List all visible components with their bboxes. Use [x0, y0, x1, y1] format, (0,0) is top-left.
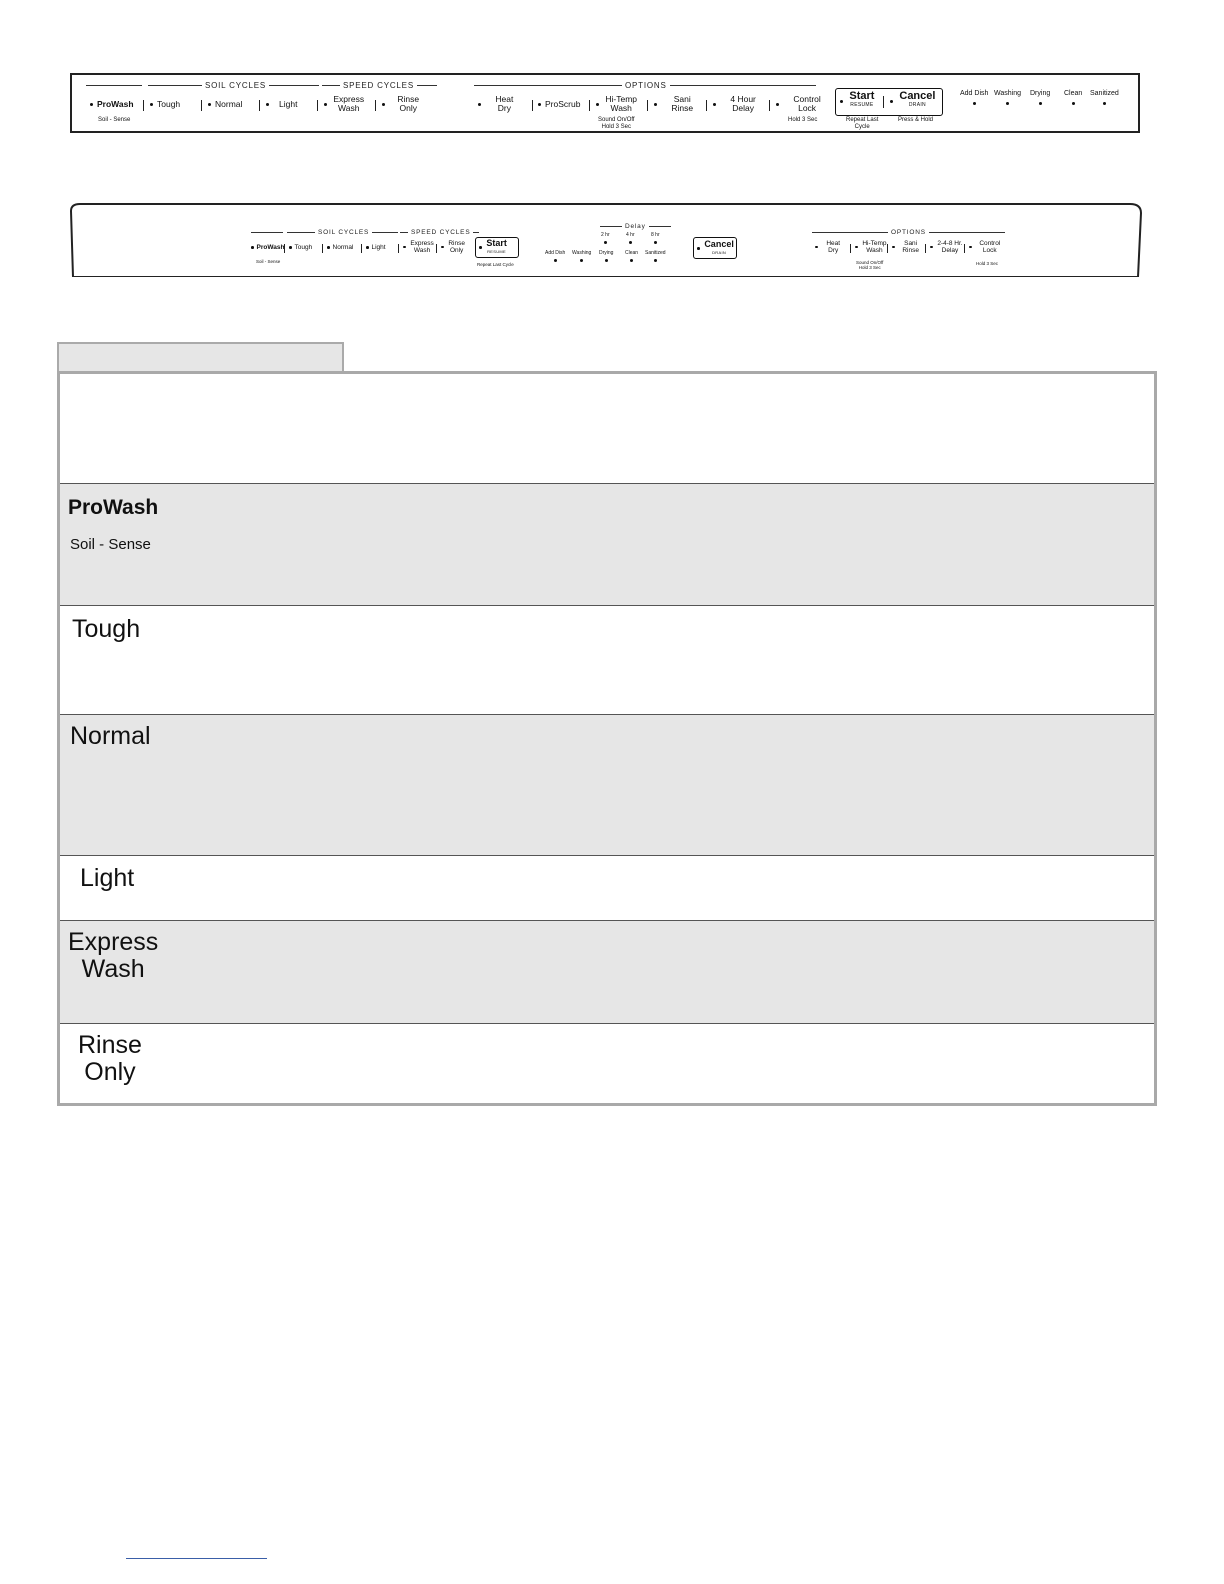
indicator-dot: [266, 103, 269, 106]
lock-note: Hold 3 Sec: [788, 117, 818, 123]
cancel-note: Press & Hold: [898, 117, 934, 123]
option-hi-temp-wash[interactable]: Hi-Temp Wash: [596, 95, 637, 113]
start-note: Repeat Last Cycle: [846, 117, 879, 130]
option-control-lock[interactable]: Control Lock: [776, 95, 821, 113]
soil-cycles-header: SOIL CYCLES: [251, 229, 398, 236]
cancel-button[interactable]: Cancel DRAIN: [697, 241, 734, 256]
indicator-dot: [596, 103, 599, 106]
indicator-dot: [713, 103, 716, 106]
option-sani-rinse[interactable]: Sani Rinse: [892, 240, 919, 254]
table-row: [60, 483, 1154, 605]
indicator-dot: [697, 247, 700, 250]
indicator-dot: [208, 103, 211, 106]
delay-2hr[interactable]: 2 hr: [601, 232, 610, 244]
indicator-sanitized: Sanitized: [645, 250, 666, 262]
indicator-dot: [892, 246, 895, 249]
indicator-add-dish: Add Dish: [960, 90, 988, 105]
indicator-dot: [403, 246, 406, 249]
indicator-dot: [382, 103, 385, 106]
row-label-tough: Tough: [72, 615, 141, 643]
indicator-dot: [654, 103, 657, 106]
indicator-drying: Drying: [1030, 90, 1050, 105]
row-label-light: Light: [80, 864, 135, 892]
soil-sense-label: Soil - Sense: [256, 259, 281, 264]
table-row: [60, 605, 1154, 714]
soil-cycles-header: SOIL CYCLES: [86, 81, 319, 90]
cycle-button-prowash[interactable]: ProWash: [251, 244, 284, 251]
row-label-rinse-only: Rinse Only: [78, 1031, 142, 1086]
indicator-dot: [150, 103, 153, 106]
indicator-drying: Drying: [599, 250, 613, 262]
lock-note: Hold 3 Sec: [976, 261, 999, 266]
indicator-dot: [776, 103, 779, 106]
indicator-dot: [890, 100, 893, 103]
sound-note: Sound On/Off Hold 3 Sec: [856, 260, 884, 270]
option-sani-rinse[interactable]: Sani Rinse: [654, 95, 693, 113]
start-button[interactable]: Start RESUME: [479, 240, 507, 255]
indicator-dot: [479, 246, 482, 249]
option-proscrub[interactable]: ProScrub: [538, 100, 580, 109]
option-heat-dry[interactable]: Heat Dry: [478, 95, 513, 113]
indicator-dot: [324, 103, 327, 106]
option-control-lock[interactable]: Control Lock: [969, 240, 1000, 254]
indicator-dot: [538, 103, 541, 106]
control-panel-2: [70, 203, 1142, 277]
indicator-add-dish: Add Dish: [545, 250, 565, 262]
delay-header: Delay: [600, 223, 671, 230]
indicator-washing: Washing: [572, 250, 591, 262]
indicator-dot: [441, 246, 444, 249]
row-label-normal: Normal: [70, 722, 151, 750]
control-panel-1: [70, 73, 1140, 133]
table-row: [60, 374, 1154, 483]
indicator-dot: [251, 246, 254, 249]
cycle-button-tough[interactable]: Tough: [150, 100, 180, 109]
speed-cycles-header: SPEED CYCLES: [322, 81, 437, 90]
indicator-clean: Clean: [1064, 90, 1082, 105]
row-sub-soil-sense: Soil - Sense: [70, 536, 151, 553]
delay-8hr[interactable]: 8 hr: [651, 232, 660, 244]
speed-cycles-header: SPEED CYCLES: [400, 229, 479, 236]
option-hi-temp-wash[interactable]: Hi-Temp Wash: [855, 240, 887, 254]
table-row: [60, 920, 1154, 1023]
indicator-dot: [930, 246, 933, 249]
cycle-button-express-wash[interactable]: Express Wash: [403, 240, 434, 254]
start-button[interactable]: Start RESUME: [840, 92, 874, 110]
table-row: [60, 1023, 1154, 1103]
indicator-washing: Washing: [994, 90, 1021, 105]
table-row: [60, 714, 1154, 855]
indicator-dot: [840, 100, 843, 103]
cycle-button-prowash[interactable]: ProWash: [90, 100, 134, 109]
cycle-table: [57, 371, 1157, 1106]
cycle-button-express-wash[interactable]: Express Wash: [324, 95, 364, 113]
option-4-hour-delay[interactable]: 4 Hour Delay: [713, 95, 756, 113]
cancel-button[interactable]: Cancel DRAIN: [890, 92, 935, 110]
cycle-button-light[interactable]: Light: [366, 244, 386, 251]
soil-sense-label: Soil - Sense: [98, 117, 131, 123]
start-note: Repeat Last Cycle: [477, 262, 514, 267]
footer-link-underline: [126, 1558, 267, 1559]
option-delay[interactable]: 2-4-8 Hr. Delay: [930, 240, 963, 254]
cycle-button-normal[interactable]: Normal: [208, 100, 242, 109]
cycle-button-normal[interactable]: Normal: [327, 244, 353, 251]
indicator-dot: [90, 103, 93, 106]
indicator-dot: [478, 103, 481, 106]
delay-4hr[interactable]: 4 hr: [626, 232, 635, 244]
indicator-dot: [969, 246, 972, 249]
indicator-dot: [855, 246, 858, 249]
cycle-button-light[interactable]: Light: [266, 100, 297, 109]
indicator-dot: [815, 246, 818, 249]
indicator-sanitized: Sanitized: [1090, 90, 1119, 105]
indicator-dot: [366, 246, 369, 249]
cycle-button-tough[interactable]: Tough: [289, 244, 312, 251]
indicator-dot: [289, 246, 292, 249]
cycle-button-rinse-only[interactable]: Rinse Only: [441, 240, 465, 254]
table-row: [60, 855, 1154, 920]
cycle-button-rinse-only[interactable]: Rinse Only: [382, 95, 419, 113]
row-label-express-wash: Express Wash: [68, 928, 159, 983]
indicator-dot: [327, 246, 330, 249]
sound-note: Sound On/Off Hold 3 Sec: [598, 117, 635, 130]
options-header: OPTIONS: [812, 229, 1005, 236]
table-tab: [57, 342, 344, 372]
row-label-prowash: ProWash: [68, 496, 159, 519]
options-header: OPTIONS: [474, 81, 816, 90]
option-heat-dry[interactable]: Heat Dry: [815, 240, 840, 254]
indicator-clean: Clean: [625, 250, 638, 262]
